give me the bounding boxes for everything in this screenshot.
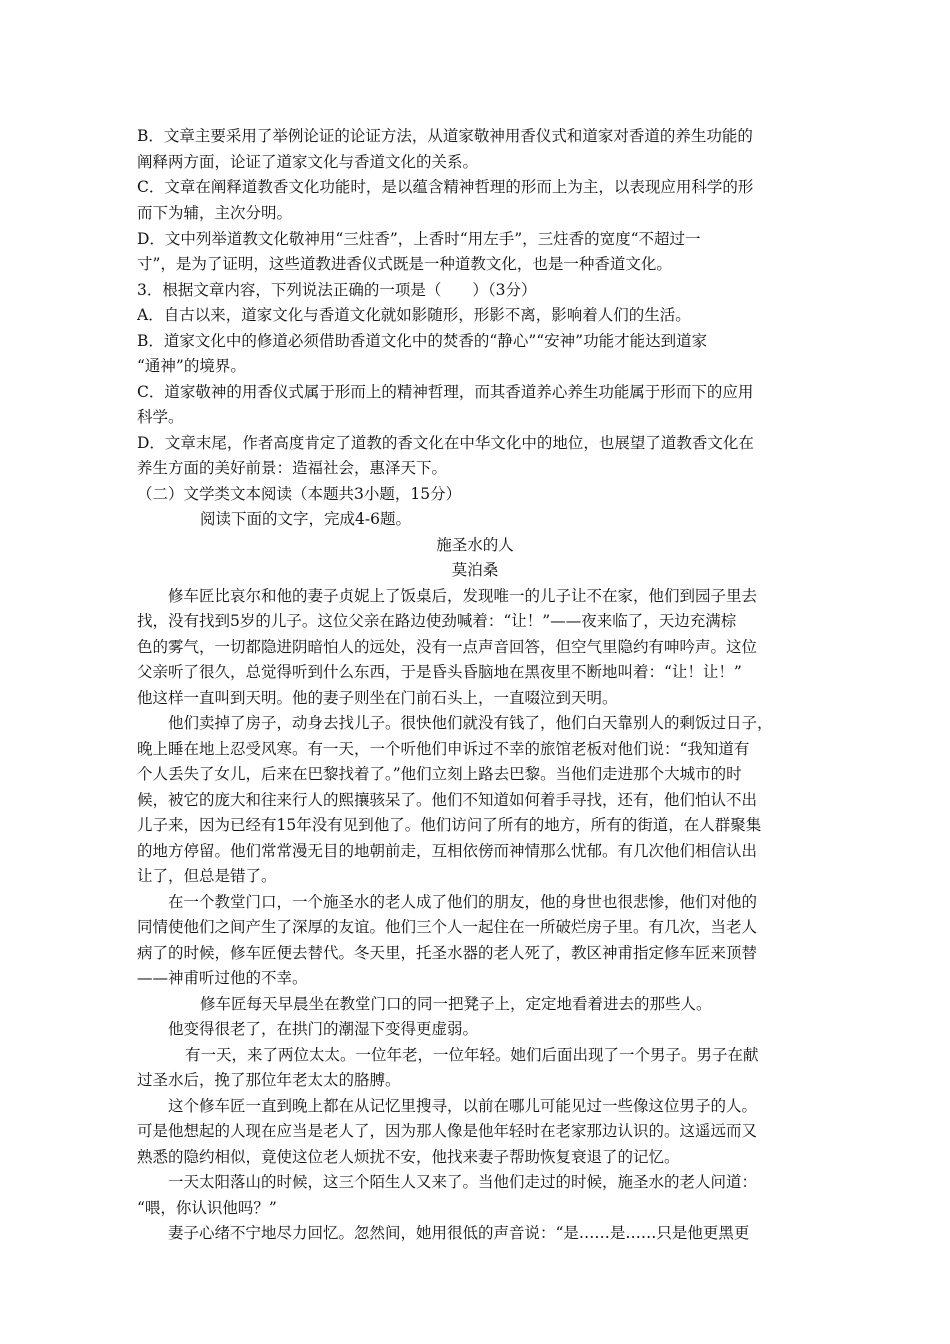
paragraph-line: 他们卖掉了房子，动身去找儿子。很快他们就没有钱了，他们白天靠别人的剩饭过日子， — [168, 714, 773, 732]
paragraph-line: 可是他想起的人现在应当是老人了，因为那人像是他年轻时在老家那边认识的。这遥远而又 — [137, 1122, 758, 1140]
paragraph-line: 让了，但总是错了。 — [137, 867, 277, 885]
q3-option-b-line-2: “通神”的境界。 — [137, 357, 246, 375]
paragraph-line: 在一个教堂门口，一个施圣水的老人成了他们的朋友，他的身世也很悲惨，他们对他的 — [168, 893, 758, 911]
reading-instruction: 阅读下面的文字，完成4-6题。 — [200, 510, 411, 528]
question-3: 3．根据文章内容，下列说法正确的一项是（ ）（3分） — [137, 281, 537, 299]
paragraph-line: 修车匠每天早晨坐在教堂门口的同一把凳子上，定定地看着进去的那些人。 — [200, 995, 712, 1013]
paragraph-line: 儿子来，因为已经有15年没有见到他了。他们访问了所有的地方，所有的街道，在人群聚集 — [137, 816, 762, 834]
q3-option-c-line-1: C．道家敬神的用香仪式属于形而上的精神哲理，而其香道养心养生功能属于形而下的应用 — [137, 383, 754, 401]
paragraph-line: ——神甫听过他的不幸。 — [137, 969, 308, 987]
option-b-line-1: B．文章主要采用了举例论证的论证方法，从道家敬神用香仪式和道家对香道的养生功能的 — [137, 127, 753, 145]
q3-option-d-line-1: D．文章末尾，作者高度肯定了道教的香文化在中华文化中的地位，也展望了道教香文化在 — [137, 434, 754, 452]
paragraph-line: 个人丢失了女儿，后来在巴黎找着了。”他们立刻上路去巴黎。当他们走进那个大城市的时 — [137, 765, 742, 783]
paragraph-line: 色的雾气，一切都隐进阴暗怕人的远处，没有一点声音回答，但空气里隐约有呻吟声。这位 — [137, 638, 758, 656]
paragraph-line: “喂，你认识他吗？” — [137, 1199, 277, 1217]
paragraph-line: 父亲听了很久，总觉得听到什么东西，于是昏头昏脑地在黑夜里不断地叫着：“让！让！” — [137, 663, 742, 681]
paragraph-line: 的地方停留。他们常常漫无目的地朝前走，互相依傍而神情那么忧郁。有几次他们相信认出 — [137, 842, 758, 860]
paragraph-line: 妻子心绪不宁地尽力回忆。忽然间，她用很低的声音说：“是……是……只是他更黑更 — [168, 1224, 750, 1242]
option-c-line-2: 而下为辅，主次分明。 — [137, 204, 293, 222]
q3-option-d-line-2: 养生方面的美好前景：造福社会，惠泽天下。 — [137, 459, 448, 477]
q3-option-b-line-1: B．道家文化中的修道必须借助香道文化中的焚香的“静心”“安神”功能才能达到道家 — [137, 332, 708, 350]
paragraph-line: 病了的时候，修车匠便去替代。冬天里，托圣水器的老人死了，教区神甫指定修车匠来顶替 — [137, 944, 758, 962]
option-b-line-2: 阐释两方面，论证了道家文化与香道文化的关系。 — [137, 153, 479, 171]
paragraph-line: 有一天，来了两位太太。一位年老，一位年轻。她们后面出现了一个男子。男子在献 — [185, 1046, 759, 1064]
paragraph-line: 一天太阳落山的时候，这三个陌生人又来了。当他们走过的时候，施圣水的老人问道： — [168, 1173, 758, 1191]
option-d-line-1: D．文中列举道教文化敬神用“三炷香”，上香时“用左手”，三炷香的宽度“不超过一 — [137, 230, 701, 248]
option-c-line-1: C．文章在阐释道教香文化功能时，是以蕴含精神哲理的形而上为主，以表现应用科学的形 — [137, 178, 754, 196]
story-title: 施圣水的人 — [436, 536, 514, 554]
paragraph-line: 晚上睡在地上忍受风寒。有一天，一个听他们申诉过不幸的旅馆老板对他们说：“我知道有 — [137, 740, 750, 758]
q3-option-c-line-2: 科学。 — [137, 408, 184, 426]
paragraph-line: 候，被它的庞大和往来行人的熙攘骇呆了。他们不知道如何着手寻找，还有，他们怕认不出 — [137, 791, 758, 809]
story-author: 莫泊桑 — [451, 561, 499, 579]
paragraph-line: 过圣水后，挽了那位年老太太的胳膊。 — [137, 1071, 401, 1089]
paragraph-line: 他变得很老了，在拱门的潮湿下变得更虚弱。 — [168, 1020, 479, 1038]
paragraph-line: 找，没有找到5岁的儿子。这位父亲在路边使劲喊着：“让！”——夜来临了，天边充满棕 — [137, 612, 737, 630]
paragraph-line: 这个修车匠一直到晚上都在从记忆里搜寻，以前在哪儿可能见过一些像这位男子的人。 — [168, 1097, 758, 1115]
paragraph-line: 熟悉的隐约相似，竟使这位老人烦扰不安，他找来妻子帮助恢复衰退了的记忆。 — [137, 1148, 680, 1166]
q3-option-a: A．自古以来，道家文化与香道文化就如影随形，形影不离，影响着人们的生活。 — [137, 306, 691, 324]
section-heading: （二）文学类文本阅读（本题共3小题，15分） — [137, 485, 462, 503]
paragraph-line: 修车匠比哀尔和他的妻子贞妮上了饭桌后，发现唯一的儿子让不在家，他们到园子里去 — [168, 587, 758, 605]
paragraph-line: 同情使他们之间产生了深厚的友谊。他们三个人一起住在一所破烂房子里。有几次，当老人 — [137, 918, 758, 936]
paragraph-line: 他这样一直叫到天明。他的妻子则坐在门前石头上，一直啜泣到天明。 — [137, 689, 618, 707]
option-d-line-2: 寸”，是为了证明，这些道教进香仪式既是一种道教文化，也是一种香道文化。 — [137, 255, 672, 273]
